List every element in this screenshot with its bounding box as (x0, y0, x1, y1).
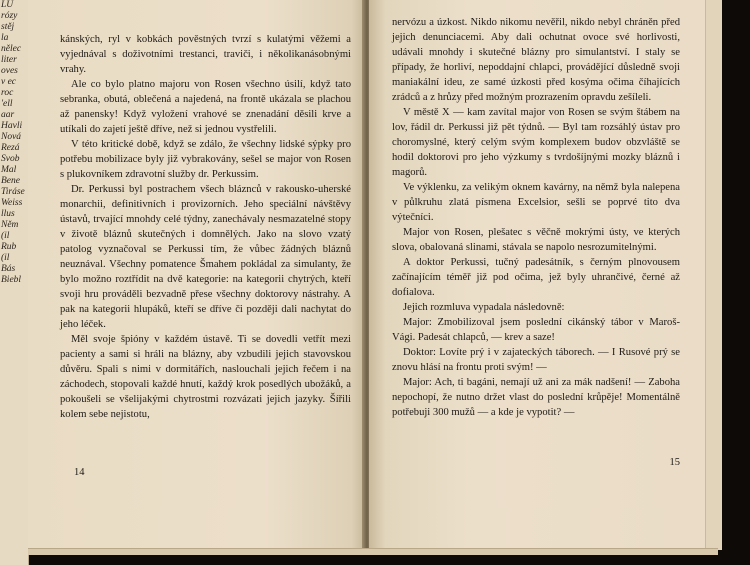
left-page-text (60, 32, 351, 422)
spine-text-fragment: Biebl (1, 275, 22, 285)
spine-text-fragment: oves (1, 66, 18, 76)
adjacent-book-spine (0, 0, 29, 565)
spine-text-fragment: llus (1, 209, 15, 219)
spine-text-fragment: nělec (1, 44, 22, 54)
spine-text-fragment: Rub (1, 242, 17, 252)
spine-text-fragment: (il (1, 253, 10, 263)
paragraph: kánských, ryl v kobkách pověstných tvrzí s kulatými věžemi a vyjednával s doživotními trestanci, traviči, i několikanásobnými vrahy. (60, 34, 351, 75)
page-number: 14 (74, 467, 85, 478)
spine-text-fragment: aar (1, 110, 15, 120)
spine-text-fragment: stěj (1, 22, 15, 32)
paragraph: Jejich rozmluva vypadala následovně: (403, 302, 565, 313)
spine-text-fragment: rózy (1, 11, 18, 21)
spine-text-fragment: 'ell (1, 99, 13, 109)
spine-text-fragment: LU (1, 0, 14, 10)
paragraph: Ve výklenku, za velikým oknem kavárny, na němž byla nalepena v půlkruhu zlatá písmena Excelsior, sešli se poprvé tito dva výtečníci. (392, 182, 680, 223)
paragraph: Major: Zmobilizoval jsem poslední cikánský tábor v Maroš-Vági. Padesát chlapců, — krev a saze! (392, 317, 680, 343)
background (722, 0, 750, 565)
paragraph: Dr. Perkussi byl postrachem všech bláznců v rakousko-uherské monarchii, definitivních i provizorních. Jeho speciální návštěvy ústavů, trvající mnohdy celé týdny, zanechávaly nesmazatelné stopy v životě bláznů skutečných i domnělých. Jako na slovo vzatý patolog vyznačoval se Perkussi tím, že vůbec žádných bláznů neuznával. Všechny pomatence Šmahem pokládal za simulanty, že bylo možno roztřídit na dvě kategorie: na kategorii chytrých, kteří svoji hru prováděli bezvadně přese všechny doktorovy nástrahy. A pak na kategorii hlupáků, kteří se dříve či později dali nachytat do jeho léček. (60, 184, 351, 330)
paragraph: A doktor Perkussi, tučný padesátník, s černým plnovousem začínajícím téměř již pod očima, jež byly uhrančivé, černé až dofialova. (392, 257, 680, 298)
spine-text-fragment: roc (1, 88, 14, 98)
paragraph: V této kritické době, když se zdálo, že všechny lidské sýpky pro potřebu mobilizace byly již vybrakovány, sešel se major von Rosen s plukovníkem zdravotní služby dr. Perkussim. (60, 139, 351, 180)
paragraph: Major von Rosen, plešatec s věčně mokrými ústy, ve kterých slova, obalovaná slinami, stávala se napolo nesrozumitelnými. (392, 227, 680, 253)
page-bottom-edge (28, 548, 718, 555)
spine-text-fragment: Bene (1, 176, 20, 186)
spine-text-fragment: la (1, 33, 9, 43)
paragraph: nervózu a úzkost. Nikdo nikomu nevěřil, nikdo nebyl chráněn před jejich denunciacemi. Aby dali ochutnat ovoce své horlivosti, udávali mnohdy i skutečné blázny pro simulantství. I staly se případy, že horliví, nepoddajní chlapci, provádějící důsledně svoji maniakální ideu, ze samé úzkosti před kosýma očima číhajících zrádců a z hrůzy před možným prozrazením opravdu zešíleli. (392, 17, 680, 103)
paragraph: V městě X — kam zavítal major von Rosen se svým štábem na lov, řádil dr. Perkussi již pět týdnů. — Byl tam rozsáhlý ústav pro choromyslné, který celým svým komplexem budov obzvláště se hodil doktorovi pro jeho výzkumy s tvrdošíjnými mozky bláznů i magorů. (392, 107, 680, 178)
spine-text-fragment: Nová (1, 132, 22, 142)
spine-text-fragment: Bás (1, 264, 16, 274)
spine-text-fragment: v ec (1, 77, 17, 87)
right-page-text (392, 15, 680, 420)
spine-text-fragment: Havli (1, 121, 23, 131)
spine-text-fragment: (il (1, 231, 10, 241)
paragraph: Doktor: Lovíte prý i v zajateckých táborech. — I Rusové prý se znovu hlásí na frontu proti svým! — (392, 347, 680, 373)
page-number: 15 (669, 457, 680, 468)
right-page (369, 0, 706, 550)
spine-text-fragment: liter (1, 55, 17, 65)
spine-text-fragment: Něm (1, 220, 19, 230)
spine-text-fragment: Svob (1, 154, 20, 164)
paragraph: Měl svoje špióny v každém ústavě. Ti se dovedli vetřít mezi pacienty a sami si hráli na blázny, aby vzbudili jejich stavovskou důvěru. Spali s nimi v dormitářích, naslouchali jejich řečem i na záchodech, stopovali každé hnutí, každý krok posedlých ubožáků, a pokoušeli se všelijakými chytrostmi rozvázati jejich jazyky. Šířili kolem sebe nejistotu, (60, 334, 351, 420)
spine-text-fragment: Rezá (1, 143, 20, 153)
paragraph: Major: Ach, ti bagáni, nemají už ani za mák nadšení! — Zaboha nepochopí, že nutno držet vlast do poslední krůpěje! Momentálně potřebuji 300 mužů — a kde je vypotit? — (392, 377, 680, 418)
paragraph: Ale co bylo platno majoru von Rosen všechno úsilí, když tato sebranka, obutá, oblečená a najedená, na frontě ukázala se plachou až panensky! Když vyložení vrahové se znenadání děsili krve a utíkali do zajetí ještě dříve, než si jednou vystřelili. (60, 79, 351, 135)
spine-text-fragment: Tiráse (1, 187, 25, 197)
spine-text-fragment: Mal (1, 165, 17, 175)
left-page (28, 0, 365, 550)
spine-text-fragment: Weiss (1, 198, 23, 208)
